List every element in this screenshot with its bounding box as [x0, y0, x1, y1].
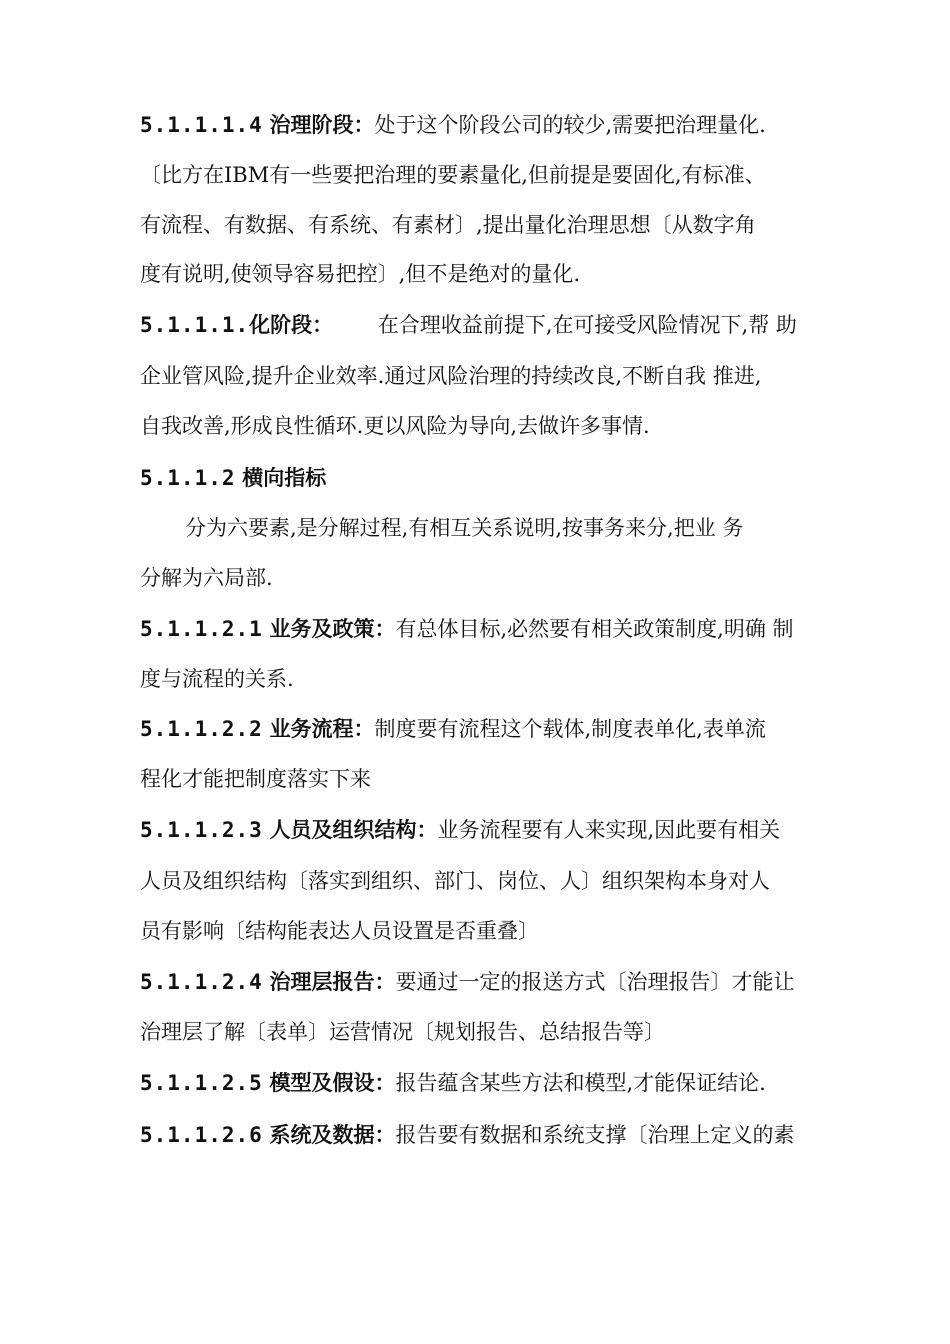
- body-text: 度与流程的关系.: [140, 667, 294, 691]
- paragraph-line: [140, 563, 830, 593]
- section-title: 横向指标: [242, 465, 327, 490]
- paragraph-line: [140, 866, 830, 896]
- body-text: 处于这个阶段公司的较少,需要把治理量化.: [374, 113, 766, 137]
- body-text: 业务流程要有人来实现,因此要有相关: [437, 818, 781, 842]
- paragraph-line: [140, 310, 830, 340]
- paragraph-line: [140, 967, 830, 997]
- paragraph-line: [140, 614, 830, 644]
- body-text: 〔比方在IBM有一些要把治理的要素量化,但前提是要固化,有标准、: [140, 163, 766, 187]
- body-text: 有总体目标,必然要有相关政策制度,明确 制: [395, 617, 794, 641]
- section-title: 业务及政策：: [269, 616, 396, 641]
- body-text: 有流程、有数据、有系统、有素材〕,提出量化治理思想〔从数字角: [140, 213, 756, 237]
- body-text: 制度要有流程这个载体,制度表单化,表单流: [374, 717, 766, 741]
- body-text: 企业管风险,提升企业效率.通过风险治理的持续改良,不断自我 推进,: [140, 364, 762, 388]
- body-text: 分为六要素,是分解过程,有相互关系说明,按事务来分,把业 务: [185, 516, 744, 540]
- body-text: 报告蕴含某些方法和模型,才能保证结论.: [395, 1071, 766, 1095]
- section-title: 化阶段：: [249, 312, 334, 337]
- section-number: 5.1.1.1.: [140, 313, 250, 337]
- section-number: 5.1.1.2.2: [140, 717, 263, 741]
- paragraph-line: [140, 411, 830, 441]
- paragraph-line: [185, 513, 830, 543]
- section-title: 业务流程：: [269, 716, 375, 741]
- section-title: 模型及假设：: [269, 1070, 396, 1095]
- section-title: 系统及数据：: [269, 1122, 396, 1147]
- paragraph-line: [140, 1017, 830, 1047]
- paragraph-line: [140, 160, 830, 190]
- section-number: 5.1.1.2.6: [140, 1123, 263, 1147]
- section-number: 5.1.1.2.1: [140, 617, 263, 641]
- body-text: 度有说明,使领导容易把控〕,但不是绝对的量化.: [140, 262, 581, 286]
- section-number: 5.1.1.2: [140, 466, 236, 490]
- paragraph-line: [140, 764, 830, 794]
- paragraph-line: [140, 664, 830, 694]
- body-text: 人员及组织结构〔落实到组织、部门、岗位、人〕组织架构本身对人: [140, 869, 770, 893]
- section-number: 5.1.1.1.4: [140, 113, 263, 137]
- paragraph-line: [140, 361, 830, 391]
- paragraph-line: [140, 815, 830, 845]
- section-heading: [140, 463, 830, 493]
- body-text: 分解为六局部.: [140, 566, 273, 590]
- section-number: 5.1.1.2.3: [140, 818, 263, 842]
- paragraph-line: [140, 916, 830, 946]
- paragraph-line: [140, 210, 830, 240]
- body-text: 治理层了解〔表单〕运营情况〔规划报告、总结报告等〕: [140, 1020, 665, 1044]
- paragraph-line: [140, 714, 830, 744]
- body-text: 报告要有数据和系统支撑〔治理上定义的素: [395, 1123, 795, 1147]
- paragraph-line: [140, 1120, 830, 1150]
- section-title: 人员及组织结构：: [269, 817, 438, 842]
- section-title: 治理阶段：: [269, 112, 375, 137]
- body-text: 要通过一定的报送方式〔治理报告〕才能让: [395, 970, 795, 994]
- body-text: 自我改善,形成良性循环.更以风险为导向,去做许多事情.: [140, 414, 650, 438]
- body-text: 程化才能把制度落实下来: [140, 767, 371, 791]
- paragraph-line: [140, 1068, 830, 1098]
- paragraph-line: [140, 110, 830, 140]
- section-number: 5.1.1.2.5: [140, 1071, 263, 1095]
- section-number: 5.1.1.2.4: [140, 970, 263, 994]
- paragraph-line: [140, 259, 830, 289]
- section-title: 治理层报告：: [269, 969, 396, 994]
- body-text: 员有影响〔结构能表达人员设置是否重叠〕: [140, 919, 539, 943]
- body-text: 在合理收益前提下,在可接受风险情况下,帮 助: [377, 313, 797, 337]
